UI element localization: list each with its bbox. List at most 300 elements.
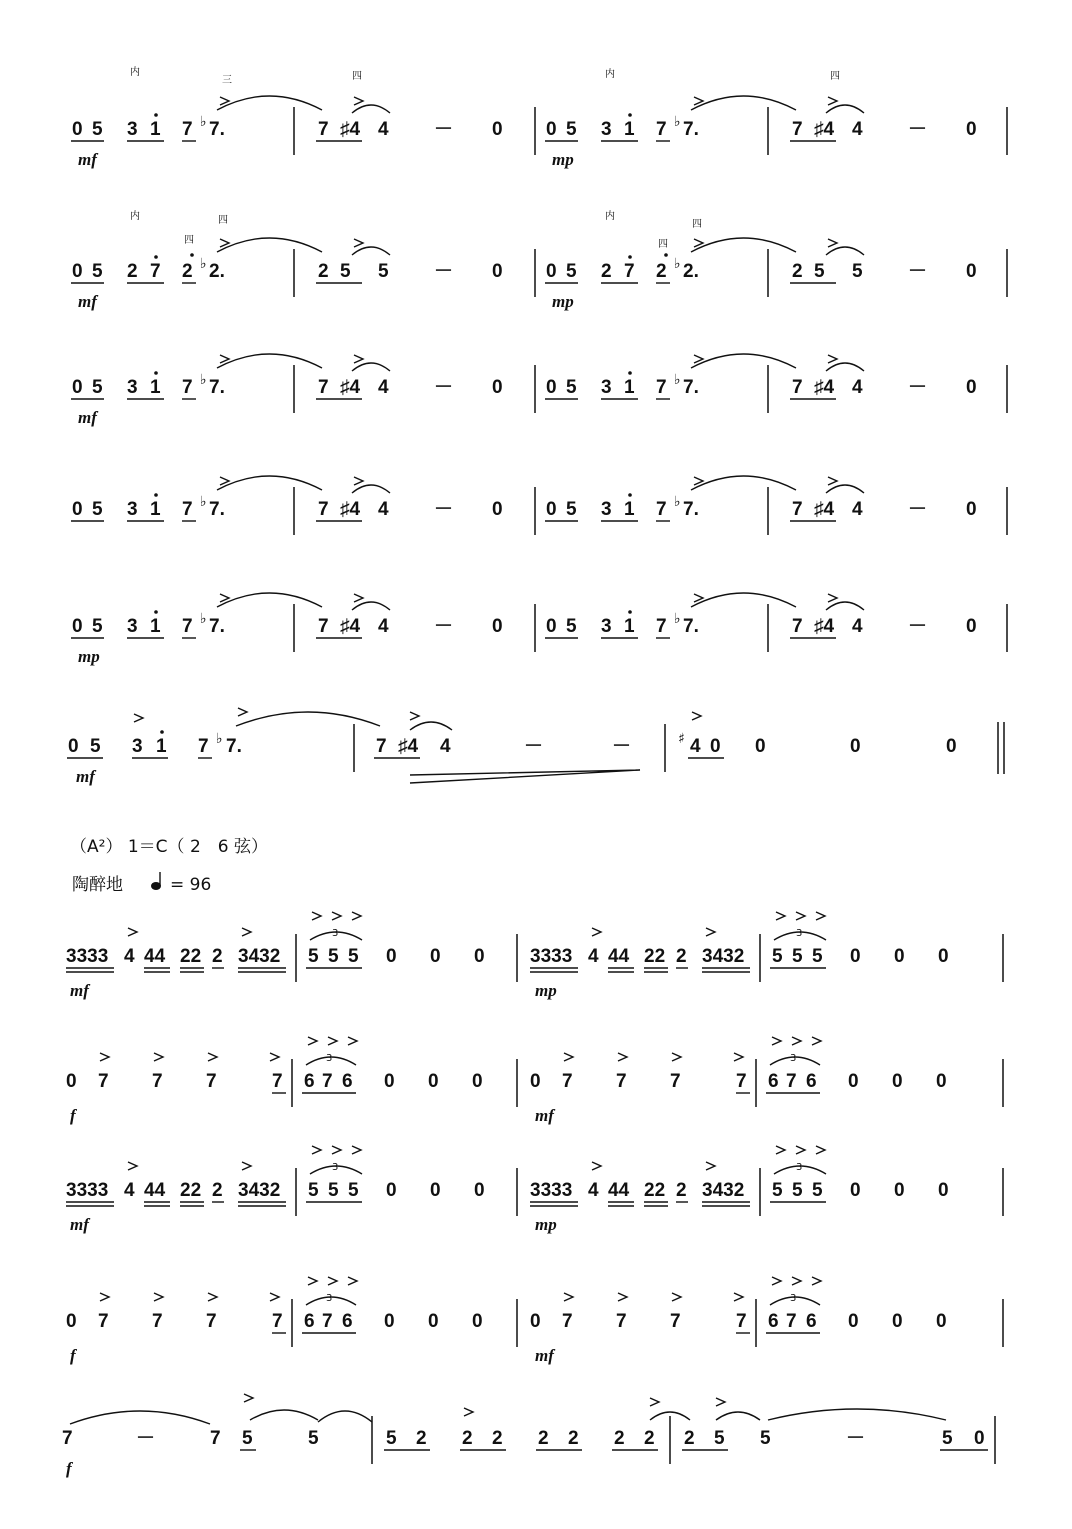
- dynamic-mark: f: [70, 1106, 76, 1125]
- note: 2: [492, 1428, 503, 1449]
- note: ♯4: [814, 616, 835, 637]
- note: 0: [936, 1311, 947, 1332]
- note: 4: [124, 946, 135, 967]
- note-0: 0: [546, 377, 557, 398]
- note: 2: [676, 1180, 687, 1201]
- note: 7: [318, 377, 329, 398]
- flat-sign: ♭: [200, 494, 207, 510]
- fingering-mark: 四: [218, 215, 228, 226]
- flat-sign: ♭: [674, 494, 681, 510]
- fingering-mark: 四: [352, 71, 362, 82]
- note: 7: [786, 1071, 797, 1092]
- accent-mark: [792, 1277, 801, 1285]
- dynamic-mark: mp: [552, 292, 574, 311]
- note: 4: [440, 736, 451, 757]
- note: ♯4: [814, 499, 835, 520]
- note: 5: [814, 261, 825, 282]
- accent-mark: [618, 1293, 627, 1301]
- note: 7: [670, 1071, 681, 1092]
- flat-sign: ♭: [200, 114, 207, 130]
- tie-slur: [217, 238, 322, 252]
- note: 5: [760, 1428, 771, 1449]
- fingering-mark: 四: [830, 71, 840, 82]
- note: 3432: [238, 1180, 281, 1201]
- accent-mark: [154, 1053, 163, 1061]
- tie-slur: [217, 354, 322, 368]
- note: 0: [966, 616, 977, 637]
- accent-mark: [812, 1037, 821, 1045]
- note: 7: [656, 119, 667, 140]
- note: 5: [566, 119, 577, 140]
- note: 0: [492, 616, 503, 637]
- note: 2: [656, 261, 667, 282]
- note: 7.: [209, 119, 225, 140]
- note: 0: [530, 1311, 541, 1332]
- note: 4: [852, 377, 863, 398]
- note: －: [434, 377, 454, 398]
- fingering-mark: 内: [130, 67, 140, 78]
- slur: [826, 247, 864, 255]
- note: 7: [656, 377, 667, 398]
- note: 7: [792, 377, 803, 398]
- note: 0: [850, 736, 861, 757]
- note: 7: [322, 1311, 333, 1332]
- note: 4: [378, 119, 389, 140]
- dynamic-mark: mf: [535, 1106, 554, 1125]
- dynamic-mark: f: [70, 1346, 76, 1365]
- note: 0: [472, 1311, 483, 1332]
- sharp-sign: ♯: [678, 731, 685, 747]
- high-octave-dot: [154, 255, 158, 259]
- dynamic-mark: mf: [535, 1346, 554, 1365]
- note: 0: [936, 1071, 947, 1092]
- note: 0: [430, 946, 441, 967]
- accent-mark: [796, 912, 805, 920]
- tie-slur: [691, 96, 796, 110]
- note: 7.: [209, 499, 225, 520]
- note: 7.: [209, 616, 225, 637]
- note: 5: [92, 119, 103, 140]
- note: －: [524, 736, 544, 757]
- accent-mark: [312, 1146, 321, 1154]
- flat-sign: ♭: [674, 611, 681, 627]
- note: 0: [892, 1311, 903, 1332]
- accent-mark: [208, 1293, 217, 1301]
- note: 7: [182, 616, 193, 637]
- accent-mark: [270, 1293, 279, 1301]
- accent-mark: [244, 1394, 253, 1402]
- note: 7: [152, 1071, 163, 1092]
- dynamic-mark: mf: [78, 150, 97, 169]
- note: 7: [272, 1071, 283, 1092]
- accent-mark: [208, 1053, 217, 1061]
- note: 0: [966, 499, 977, 520]
- accent-mark: [772, 1277, 781, 1285]
- note: 1: [624, 499, 635, 520]
- note: 6: [806, 1311, 817, 1332]
- note: 4: [690, 736, 701, 757]
- note: 3: [127, 499, 138, 520]
- note: 0: [66, 1311, 77, 1332]
- note: 7: [616, 1311, 627, 1332]
- accent-mark: [672, 1293, 681, 1301]
- note: 7.: [683, 499, 699, 520]
- accent-mark: [672, 1053, 681, 1061]
- tie-slur: [217, 476, 322, 490]
- note: ♯4: [814, 377, 835, 398]
- slur: [318, 1411, 372, 1422]
- note: 0: [850, 946, 861, 967]
- slur: [826, 105, 864, 113]
- note: 5: [92, 616, 103, 637]
- note: 7: [182, 377, 193, 398]
- note: 7: [206, 1311, 217, 1332]
- note: 7: [318, 616, 329, 637]
- note: 5: [242, 1428, 253, 1449]
- note: 7: [318, 499, 329, 520]
- note: 0: [384, 1071, 395, 1092]
- accent-mark: [100, 1293, 109, 1301]
- note: 3: [127, 377, 138, 398]
- dynamic-mark: mp: [535, 981, 557, 1000]
- note: 2: [318, 261, 329, 282]
- note: 0: [384, 1311, 395, 1332]
- note: 7: [322, 1071, 333, 1092]
- accent-mark: [464, 1408, 473, 1416]
- note: 4: [378, 377, 389, 398]
- note: －: [434, 119, 454, 140]
- dynamic-mark: mf: [78, 408, 97, 427]
- note: 7: [376, 736, 387, 757]
- note: 7.: [226, 736, 242, 757]
- fingering-mark: 四: [692, 219, 702, 230]
- note: 3: [601, 119, 612, 140]
- note: 0: [386, 946, 397, 967]
- note: 22: [180, 946, 202, 967]
- note: 44: [144, 1180, 166, 1201]
- accent-mark: [592, 928, 601, 936]
- note: 0: [472, 1071, 483, 1092]
- dynamic-mark: mp: [78, 647, 100, 666]
- high-octave-dot: [628, 493, 632, 497]
- accent-mark: [564, 1053, 573, 1061]
- note: 6: [768, 1311, 779, 1332]
- note: 5: [92, 377, 103, 398]
- note: 7: [624, 261, 635, 282]
- note: 4: [124, 1180, 135, 1201]
- note: 2: [568, 1428, 579, 1449]
- note: 5: [566, 616, 577, 637]
- accent-mark: [352, 1146, 361, 1154]
- note: 1: [156, 736, 167, 757]
- accent-mark: [220, 355, 229, 363]
- note: －: [612, 736, 632, 757]
- fingering-mark: 三: [222, 75, 232, 86]
- note: 7.: [209, 377, 225, 398]
- flat-sign: ♭: [200, 611, 207, 627]
- note: 6: [342, 1311, 353, 1332]
- note: 7: [792, 499, 803, 520]
- accent-mark: [354, 239, 363, 247]
- note: 4: [378, 499, 389, 520]
- note: 1: [150, 616, 161, 637]
- note: 7: [182, 499, 193, 520]
- tie-slur: [768, 1409, 946, 1420]
- note: 7: [656, 616, 667, 637]
- accent-mark: [618, 1053, 627, 1061]
- accent-mark: [242, 928, 251, 936]
- triplet-number: 3: [332, 1162, 339, 1173]
- note: 3333: [66, 1180, 109, 1201]
- note: 3432: [238, 946, 281, 967]
- note: 7: [670, 1311, 681, 1332]
- accent-mark: [352, 912, 361, 920]
- tie-slur: [217, 96, 322, 110]
- note: 5: [386, 1428, 397, 1449]
- accent-mark: [154, 1293, 163, 1301]
- note: －: [846, 1428, 866, 1449]
- accent-mark: [734, 1293, 743, 1301]
- accent-mark: [694, 477, 703, 485]
- tie-slur: [70, 1411, 210, 1424]
- note: 5: [328, 1180, 339, 1201]
- note: 22: [180, 1180, 202, 1201]
- slur: [826, 485, 864, 493]
- note: 22: [644, 946, 666, 967]
- note: －: [908, 377, 928, 398]
- note: 7: [150, 261, 161, 282]
- note: －: [908, 119, 928, 140]
- high-octave-dot: [628, 371, 632, 375]
- slur: [352, 485, 390, 493]
- note: 2: [212, 1180, 223, 1201]
- accent-mark: [332, 912, 341, 920]
- note: 2.: [209, 261, 225, 282]
- fingering-mark: 四: [658, 239, 668, 250]
- note: 5: [378, 261, 389, 282]
- note: 3: [132, 736, 143, 757]
- flat-sign: ♭: [674, 256, 681, 272]
- tie-slur: [691, 354, 796, 368]
- note: 2.: [683, 261, 699, 282]
- accent-mark: [706, 1162, 715, 1170]
- note: 4: [378, 616, 389, 637]
- note: 5: [714, 1428, 725, 1449]
- accent-mark: [348, 1277, 357, 1285]
- note: －: [434, 616, 454, 637]
- accent-mark: [308, 1277, 317, 1285]
- triplet-number: 3: [790, 1053, 797, 1064]
- note: 1: [624, 616, 635, 637]
- accent-mark: [308, 1037, 317, 1045]
- accent-mark: [220, 477, 229, 485]
- accent-mark: [776, 1146, 785, 1154]
- dynamic-mark: mp: [535, 1215, 557, 1234]
- note-0: 0: [72, 261, 83, 282]
- accent-mark: [706, 928, 715, 936]
- dynamic-mark: mf: [70, 1215, 89, 1234]
- note: 7: [210, 1428, 221, 1449]
- note: 5: [772, 1180, 783, 1201]
- accent-mark: [828, 477, 837, 485]
- note-0: 0: [72, 377, 83, 398]
- accent-mark: [220, 594, 229, 602]
- high-octave-dot: [154, 610, 158, 614]
- note: 7: [182, 119, 193, 140]
- note: －: [136, 1428, 156, 1449]
- fingering-mark: 内: [605, 69, 615, 80]
- note: 1: [150, 499, 161, 520]
- note: 3333: [530, 1180, 573, 1201]
- note: ♯4: [340, 377, 361, 398]
- note: 2: [212, 946, 223, 967]
- note: 5: [308, 946, 319, 967]
- accent-mark: [410, 712, 419, 720]
- tie-slur: [217, 593, 322, 607]
- note-0: 0: [546, 119, 557, 140]
- note: 0: [492, 261, 503, 282]
- fingering-mark: 内: [605, 211, 615, 222]
- note: 0: [530, 1071, 541, 1092]
- note: 3432: [702, 1180, 745, 1201]
- dynamic-mark: f: [66, 1459, 72, 1478]
- note: 0: [894, 1180, 905, 1201]
- note: 3: [127, 616, 138, 637]
- triplet-number: 3: [796, 928, 803, 939]
- flat-sign: ♭: [200, 372, 207, 388]
- note: 7.: [683, 119, 699, 140]
- note: 0: [66, 1071, 77, 1092]
- accent-mark: [816, 1146, 825, 1154]
- accent-mark: [716, 1398, 725, 1406]
- note: 0: [938, 1180, 949, 1201]
- accent-mark: [692, 712, 701, 720]
- high-octave-dot: [154, 113, 158, 117]
- note: 0: [946, 736, 957, 757]
- tempo-word: 陶醉地: [72, 875, 123, 895]
- note: 2: [676, 946, 687, 967]
- note: 3: [127, 119, 138, 140]
- accent-mark: [564, 1293, 573, 1301]
- high-octave-dot: [628, 113, 632, 117]
- note: 2: [462, 1428, 473, 1449]
- note: 7: [792, 616, 803, 637]
- note: 0: [894, 946, 905, 967]
- note: 7: [616, 1071, 627, 1092]
- note: 0: [474, 946, 485, 967]
- dynamic-mark: mf: [78, 292, 97, 311]
- accent-mark: [796, 1146, 805, 1154]
- note: 2: [127, 261, 138, 282]
- fingering-mark: 内: [130, 211, 140, 222]
- note: 2: [792, 261, 803, 282]
- note: 5: [308, 1428, 319, 1449]
- note: 2: [614, 1428, 625, 1449]
- accent-mark: [100, 1053, 109, 1061]
- note: 4: [852, 616, 863, 637]
- accent-mark: [792, 1037, 801, 1045]
- flat-sign: ♭: [216, 731, 223, 747]
- note: －: [908, 261, 928, 282]
- accent-mark: [828, 239, 837, 247]
- note: 7: [206, 1071, 217, 1092]
- accent-mark: [312, 912, 321, 920]
- high-octave-dot: [664, 253, 668, 257]
- note: 7: [562, 1311, 573, 1332]
- note-0: 0: [72, 616, 83, 637]
- note: 0: [474, 1180, 485, 1201]
- note: 22: [644, 1180, 666, 1201]
- note: 6: [304, 1071, 315, 1092]
- high-octave-dot: [628, 610, 632, 614]
- triplet-number: 3: [326, 1053, 333, 1064]
- triplet-number: 3: [796, 1162, 803, 1173]
- accent-mark: [328, 1277, 337, 1285]
- note: 5: [812, 946, 823, 967]
- accent-mark: [734, 1053, 743, 1061]
- high-octave-dot: [190, 253, 194, 257]
- accent-mark: [354, 477, 363, 485]
- note: 44: [608, 1180, 630, 1201]
- accent-mark: [348, 1037, 357, 1045]
- triplet-number: 3: [790, 1293, 797, 1304]
- note: 7: [62, 1428, 73, 1449]
- flat-sign: ♭: [674, 372, 681, 388]
- accent-mark: [354, 594, 363, 602]
- note: 0: [710, 736, 721, 757]
- note: 3432: [702, 946, 745, 967]
- slur: [352, 105, 390, 113]
- note: 0: [68, 736, 79, 757]
- note: 4: [852, 119, 863, 140]
- fingering-mark: 四: [184, 235, 194, 246]
- note: 2: [416, 1428, 427, 1449]
- note: 0: [966, 119, 977, 140]
- slur: [826, 363, 864, 371]
- note: 7: [272, 1311, 283, 1332]
- note: 0: [428, 1311, 439, 1332]
- note: 7: [98, 1071, 109, 1092]
- note: 5: [328, 946, 339, 967]
- note: 5: [566, 261, 577, 282]
- note: －: [434, 499, 454, 520]
- note: 7: [792, 119, 803, 140]
- accent-mark: [828, 355, 837, 363]
- note: 0: [848, 1311, 859, 1332]
- note: 5: [566, 377, 577, 398]
- accent-mark: [328, 1037, 337, 1045]
- note: 0: [974, 1428, 985, 1449]
- note: 6: [806, 1071, 817, 1092]
- note: 1: [624, 119, 635, 140]
- flat-sign: ♭: [674, 114, 681, 130]
- accent-mark: [128, 928, 137, 936]
- note: 3: [601, 616, 612, 637]
- note: 3333: [530, 946, 573, 967]
- slur: [352, 247, 390, 255]
- tie-slur: [236, 712, 380, 726]
- note: 0: [755, 736, 766, 757]
- note: 0: [492, 119, 503, 140]
- tie-slur: [691, 593, 796, 607]
- note-0: 0: [72, 499, 83, 520]
- accent-mark: [242, 1162, 251, 1170]
- note: 5: [92, 261, 103, 282]
- accent-mark: [134, 714, 143, 722]
- note: ♯4: [340, 499, 361, 520]
- note: 1: [150, 377, 161, 398]
- note: －: [908, 616, 928, 637]
